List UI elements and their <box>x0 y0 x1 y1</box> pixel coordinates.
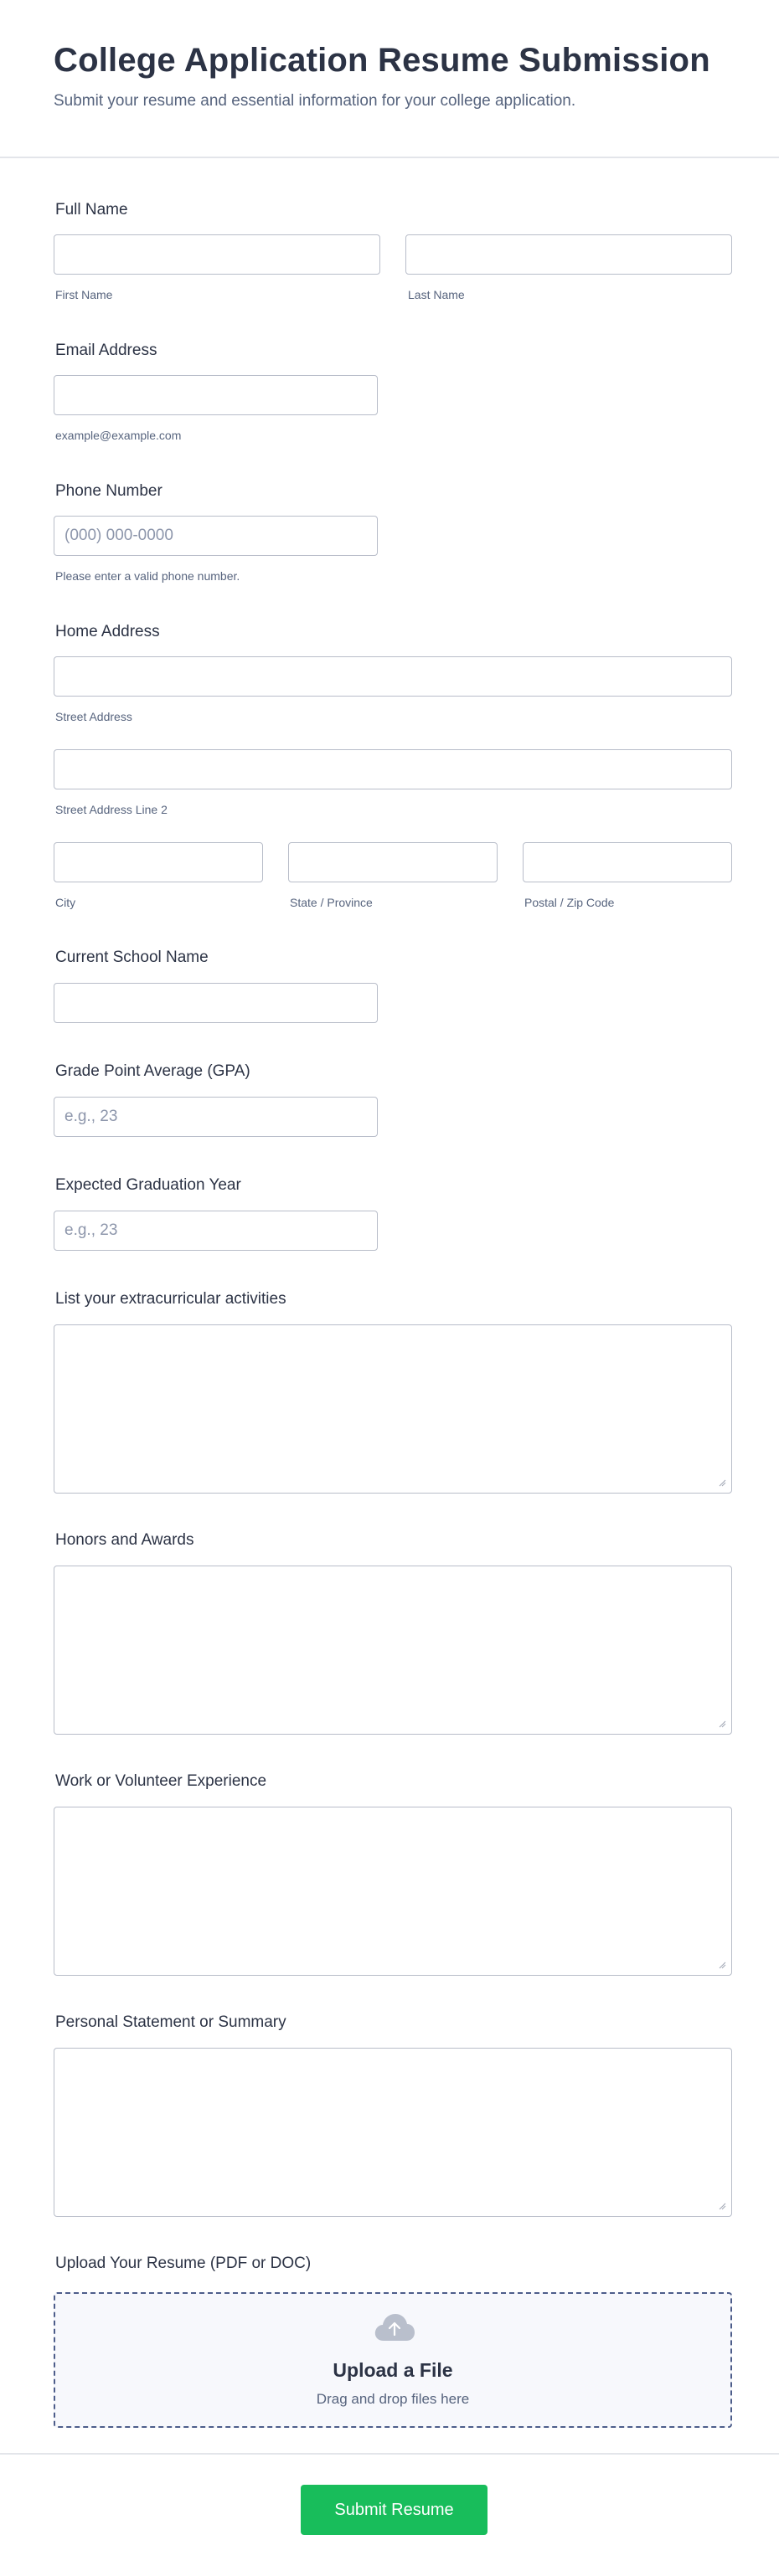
resize-grip-icon[interactable] <box>718 2202 726 2210</box>
email-label: Email Address <box>55 342 157 359</box>
state-sublabel: State / Province <box>290 896 373 909</box>
street-address-sublabel: Street Address <box>55 710 132 723</box>
cloud-upload-icon <box>374 2312 415 2342</box>
honors-label: Honors and Awards <box>55 1531 194 1549</box>
zip-sublabel: Postal / Zip Code <box>524 896 615 909</box>
activities-textarea[interactable] <box>54 1324 732 1494</box>
form-header <box>0 0 779 158</box>
city-input[interactable] <box>54 842 263 882</box>
resize-grip-icon[interactable] <box>718 1961 726 1969</box>
form-footer <box>0 2453 779 2576</box>
gpa-label: Grade Point Average (GPA) <box>55 1062 250 1080</box>
zip-input[interactable] <box>523 842 732 882</box>
resize-grip-icon[interactable] <box>718 1478 726 1487</box>
experience-label: Work or Volunteer Experience <box>55 1772 267 1790</box>
phone-label: Phone Number <box>55 482 163 500</box>
last-name-input[interactable] <box>405 234 732 275</box>
home-address-label: Home Address <box>55 623 160 640</box>
city-sublabel: City <box>55 896 76 909</box>
school-input[interactable] <box>54 983 378 1023</box>
state-input[interactable] <box>288 842 498 882</box>
upload-hint: Drag and drop files here <box>316 2391 470 2407</box>
statement-textarea[interactable] <box>54 2048 732 2217</box>
last-name-sublabel: Last Name <box>408 288 465 301</box>
upload-label: Upload Your Resume (PDF or DOC) <box>55 2255 312 2272</box>
email-input[interactable] <box>54 375 378 415</box>
first-name-sublabel: First Name <box>55 288 113 301</box>
statement-label: Personal Statement or Summary <box>55 2013 286 2031</box>
activities-label: List your extracurricular activities <box>55 1290 286 1308</box>
email-hint: example@example.com <box>55 429 182 442</box>
graduation-year-input[interactable] <box>54 1211 378 1251</box>
gpa-input[interactable] <box>54 1097 378 1137</box>
page-title: College Application Resume Submission <box>54 42 710 79</box>
full-name-label: Full Name <box>55 201 128 219</box>
street-address-input[interactable] <box>54 656 732 697</box>
resize-grip-icon[interactable] <box>718 1720 726 1728</box>
upload-title: Upload a File <box>333 2359 453 2381</box>
graduation-year-label: Expected Graduation Year <box>55 1176 241 1194</box>
first-name-input[interactable] <box>54 234 380 275</box>
page-subtitle: Submit your resume and essential information for your college application. <box>54 92 576 110</box>
phone-hint: Please enter a valid phone number. <box>55 569 240 583</box>
phone-input[interactable] <box>54 516 378 556</box>
file-upload-dropzone[interactable] <box>54 2292 732 2428</box>
street-address-line2-sublabel: Street Address Line 2 <box>55 803 168 816</box>
street-address-line2-input[interactable] <box>54 749 732 789</box>
submit-button[interactable]: Submit Resume <box>301 2485 488 2535</box>
honors-textarea[interactable] <box>54 1566 732 1735</box>
experience-textarea[interactable] <box>54 1807 732 1976</box>
school-label: Current School Name <box>55 949 209 966</box>
